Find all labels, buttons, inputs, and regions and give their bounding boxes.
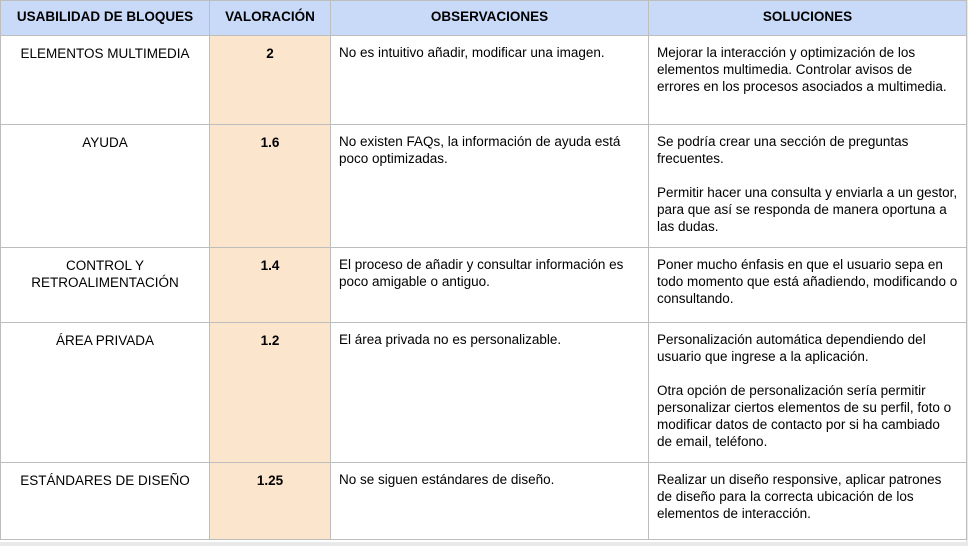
solutions-cell (649, 248, 967, 323)
table-row (1, 323, 967, 463)
observation-cell: No se siguen estándares de diseño. (331, 463, 649, 540)
score-cell: 1.6 (210, 125, 331, 248)
block-label-line: CONTROL Y (65, 258, 144, 273)
block-label-line: RETROALIMENTACIÓN (31, 275, 179, 290)
observation-cell: No es intuitivo añadir, modificar una imagen. (331, 36, 649, 125)
solution-text: Se podría crear una sección de preguntas frecuentes. (657, 134, 909, 166)
solution-text: Realizar un diseño responsive, aplicar patrones de diseño para la correcta ubicación de los elementos de interacción. (657, 472, 942, 521)
table-row (1, 36, 967, 125)
solutions-cell (649, 323, 967, 463)
solution-text: Permitir hacer una consulta y enviarla a un gestor, para que así se responda de manera oportuna a las dudas. (657, 185, 958, 234)
header-block: USABILIDAD DE BLOQUES (1, 1, 210, 36)
table-row (1, 248, 967, 323)
table-header-row (1, 1, 967, 36)
solutions-cell (649, 36, 967, 125)
observation-cell: El área privada no es personalizable. (331, 323, 649, 463)
table-row (1, 125, 967, 248)
score-cell: 2 (210, 36, 331, 125)
block-cell: AYUDA (1, 125, 210, 248)
score-cell: 1.4 (210, 248, 331, 323)
solution-text: Poner mucho énfasis en que el usuario sepa en todo momento que está añadiendo, modificando o consultando. (657, 257, 958, 306)
solution-text: Personalización automática dependiendo del usuario que ingrese a la aplicación. (657, 332, 926, 364)
header-observations: OBSERVACIONES (331, 1, 649, 36)
score-cell: 1.2 (210, 323, 331, 463)
header-score: VALORACIÓN (210, 1, 331, 36)
solution-text: Otra opción de personalización sería permitir personalizar ciertos elementos de su perfil, foto o modificar datos de contacto por si ha cambiado de email, teléfono. (657, 383, 952, 449)
table-row (1, 463, 967, 540)
observation-cell: El proceso de añadir y consultar información es poco amigable o antiguo. (331, 248, 649, 323)
observation-cell: No existen FAQs, la información de ayuda está poco optimizadas. (331, 125, 649, 248)
block-cell: ESTÁNDARES DE DISEÑO (1, 463, 210, 540)
solutions-cell (649, 463, 967, 540)
block-cell: ELEMENTOS MULTIMEDIA (1, 36, 210, 125)
header-solutions: SOLUCIONES (649, 1, 967, 36)
block-cell: ÁREA PRIVADA (1, 323, 210, 463)
solution-text: Mejorar la interacción y optimización de los elementos multimedia. Controlar avisos de errores en los procesos asociados a multimedia. (657, 45, 947, 94)
solutions-cell (649, 125, 967, 248)
score-cell: 1.25 (210, 463, 331, 540)
block-cell (1, 248, 210, 323)
